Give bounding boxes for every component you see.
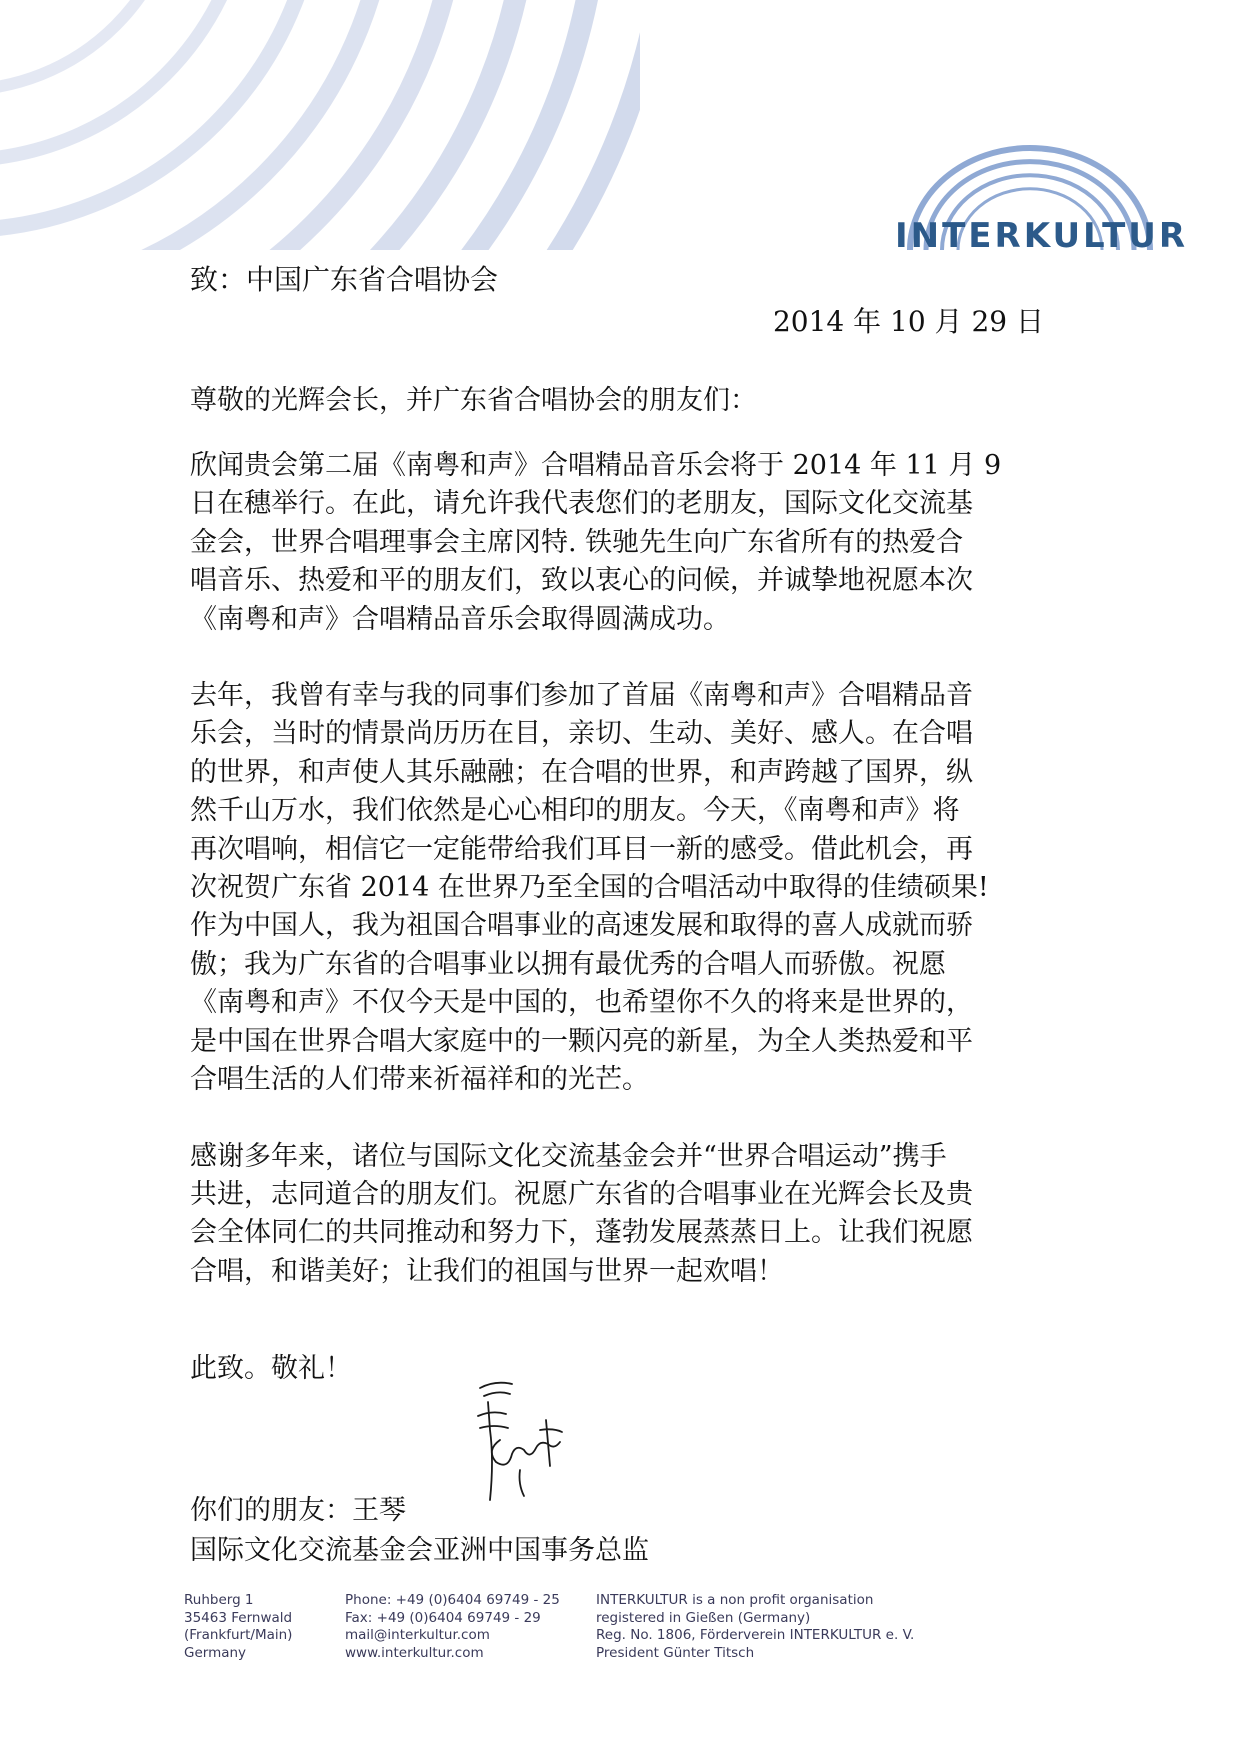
body-line: 唱音乐、热爱和平的朋友们，致以衷心的问候，并诚挚地祝愿本次 [190, 565, 973, 597]
decor-arc [0, 0, 180, 90]
footer-line: registered in Gießen (Germany) [596, 1609, 811, 1626]
footer-line: INTERKULTUR is a non profit organisation [596, 1592, 874, 1608]
body-line: 合唱，和谐美好；让我们的祖国与世界一起欢唱！ [190, 1255, 784, 1287]
footer-line: 35463 Fernwald [184, 1609, 293, 1626]
body-line: 然千山万水，我们依然是心心相印的朋友。今天，《南粤和声》将 [190, 795, 960, 827]
footer-contact [345, 1592, 560, 1662]
footer-line: President Günter Titsch [596, 1644, 755, 1661]
sender-line: 你们的朋友：王琴 [190, 1495, 406, 1526]
footer-line: Fax: +49 (0)6404 69749 - 29 [345, 1609, 541, 1626]
body-line: 《南粤和声》不仅今天是中国的，也希望你不久的将来是世界的， [190, 987, 973, 1019]
decor-arc [0, 0, 320, 230]
sender-title: 国际文化交流基金会亚洲中国事务总监 [190, 1535, 649, 1566]
footer-line: Germany [184, 1644, 247, 1661]
body-line: 欣闻贵会第二届《南粤和声》合唱精品音乐会将于 2014 年 11 月 9 [190, 450, 1002, 481]
body-line: 次祝贺广东省 2014 在世界乃至全国的合唱活动中取得的佳绩硕果! [190, 872, 989, 904]
body-line: 的世界，和声使人其乐融融；在合唱的世界，和声跨越了国界，纵 [190, 756, 973, 788]
body-paragraph [190, 677, 1045, 1099]
footer-line: www.interkultur.com [345, 1644, 484, 1661]
body-line: 会全体同仁的共同推动和努力下，蓬勃发展蒸蒸日上。让我们祝愿 [190, 1217, 973, 1249]
body-line: 日在穗举行。在此，请允许我代表您们的老朋友，国际文化交流基 [190, 488, 973, 520]
body-line: 乐会，当时的情景尚历历在目，亲切、生动、美好、感人。在合唱 [190, 718, 973, 750]
body-line: 金会，世界合唱理事会主席冈特. 铁驰先生向广东省所有的热爱合 [190, 526, 964, 558]
footer-legal [596, 1592, 914, 1662]
body-line: 再次唱响，相信它一定能带给我们耳目一新的感受。借此机会，再 [190, 833, 973, 865]
body-line: 去年，我曾有幸与我的同事们参加了首届《南粤和声》合唱精品音 [190, 680, 973, 712]
footer-address [184, 1592, 292, 1662]
body-line: 感谢多年来，诸位与国际文化交流基金会并“世界合唱运动”携手 [190, 1140, 947, 1172]
decorative-arcs [0, 0, 640, 250]
closing-line: 此致。敬礼！ [190, 1353, 352, 1384]
letter-body [190, 447, 1045, 1329]
body-line: 合唱生活的人们带来祈福祥和的光芒。 [190, 1064, 649, 1096]
footer-line: (Frankfurt/Main) [184, 1627, 293, 1643]
footer-line: Phone: +49 (0)6404 69749 - 25 [345, 1592, 560, 1608]
salutation: 尊敬的光辉会长，并广东省合唱协会的朋友们： [190, 385, 757, 416]
body-paragraph [190, 447, 1045, 639]
footer-line: Reg. No. 1806, Förderverein INTERKULTUR e. V. [596, 1627, 915, 1643]
handwritten-signature [450, 1370, 570, 1510]
footer-line: Ruhberg 1 [184, 1592, 254, 1608]
recipient-line: 致：中国广东省合唱协会 [190, 263, 499, 296]
letter-date: 2014 年 10 月 29 日 [772, 305, 1044, 338]
logo-wordmark: INTERKULTUR [895, 216, 1189, 256]
body-line: 傲；我为广东省的合唱事业以拥有最优秀的合唱人而骄傲。祝愿 [190, 948, 946, 980]
body-line: 作为中国人，我为祖国合唱事业的高速发展和取得的喜人成就而骄 [190, 910, 973, 942]
footer-line: mail@interkultur.com [345, 1627, 490, 1643]
body-line: 共进，志同道合的朋友们。祝愿广东省的合唱事业在光辉会长及贵 [190, 1178, 973, 1210]
body-line: 《南粤和声》合唱精品音乐会取得圆满成功。 [190, 603, 730, 635]
body-line: 是中国在世界合唱大家庭中的一颗闪亮的新星，为全人类热爱和平 [190, 1025, 973, 1057]
body-paragraph [190, 1138, 1045, 1292]
